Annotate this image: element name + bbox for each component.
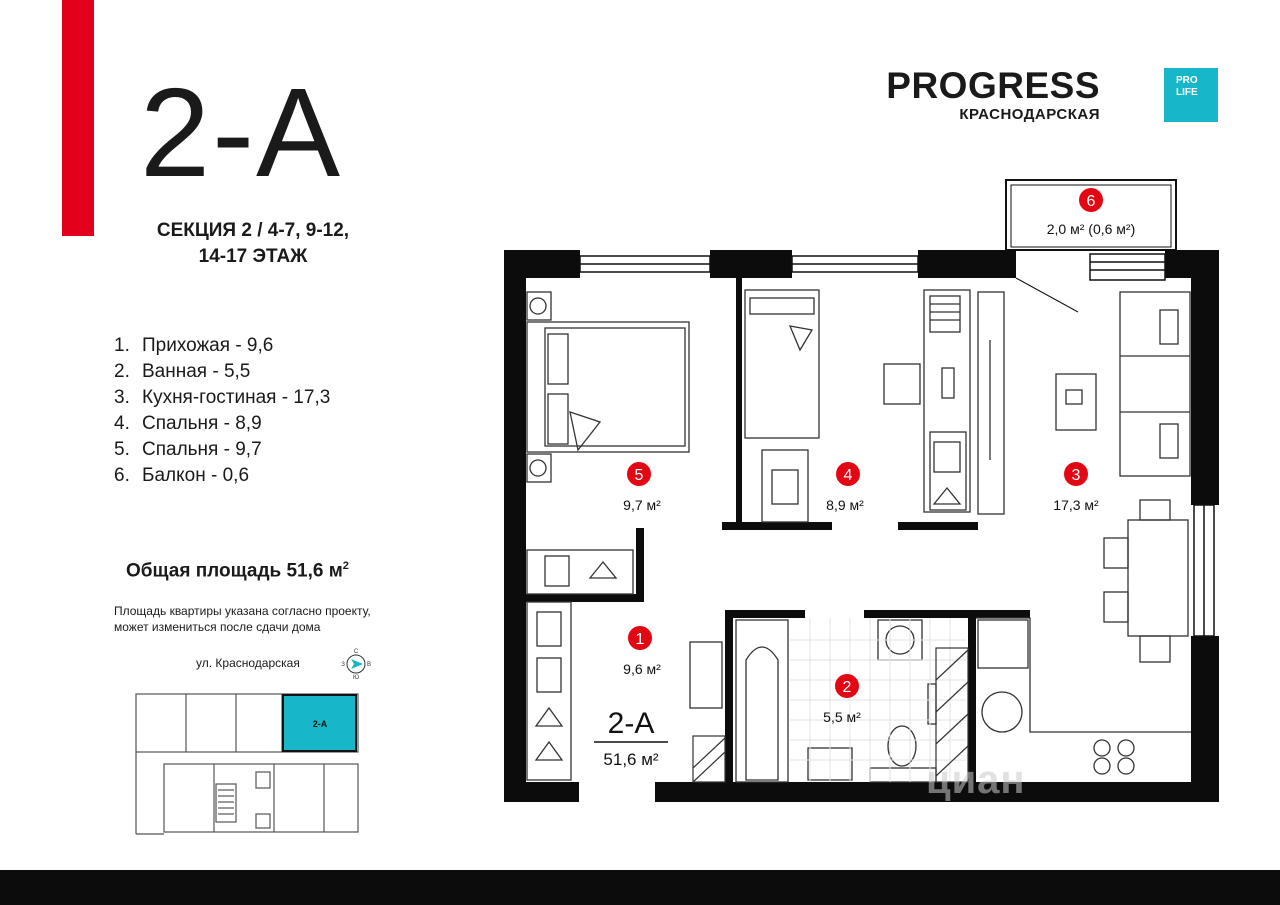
room-num: 1. <box>114 335 130 356</box>
total-area <box>126 560 349 582</box>
logo-subtitle: КРАСНОДАРСКАЯ <box>959 106 1100 123</box>
room-2-area: 5,5 м² <box>823 709 861 725</box>
logo-badge-line-2: LIFE <box>1176 87 1198 98</box>
room-marker-6-num: 6 <box>1086 193 1096 210</box>
area-note: Площадь квартиры указана согласно проекту, может измениться после сдачи дома <box>114 604 371 634</box>
street-label: ул. Краснодарская <box>196 656 300 670</box>
room-marker-1-num: 1 <box>635 631 645 648</box>
logo-badge-line-1: PRO <box>1176 75 1198 86</box>
room-name: Ванная - 5,5 <box>142 361 251 382</box>
room-num: 6. <box>114 465 130 486</box>
red-accent-bar <box>62 0 94 236</box>
room-name: Балкон - 0,6 <box>142 465 250 486</box>
room-num: 5. <box>114 439 130 460</box>
room-list-item <box>114 437 330 463</box>
room-list-item <box>114 359 330 385</box>
logo-badge <box>1164 68 1218 122</box>
room-list-item <box>114 411 330 437</box>
compass-icon <box>340 648 372 680</box>
room-num: 2. <box>114 361 130 382</box>
room-marker-2-num: 2 <box>842 679 852 696</box>
windows <box>580 254 1214 636</box>
room-name: Спальня - 9,7 <box>142 439 262 460</box>
key-plan-highlight-label: 2-А <box>312 719 328 729</box>
room-list-item <box>114 333 330 359</box>
room-marker-5-num: 5 <box>634 467 644 484</box>
room-list-item <box>114 385 330 411</box>
total-area-label: Общая площадь 51,6 м <box>126 560 343 582</box>
room-marker-3-num: 3 <box>1071 467 1081 484</box>
compass-n: С <box>353 649 359 655</box>
room-markers <box>594 188 1135 769</box>
compass-w: З <box>341 662 345 668</box>
room-3-area: 17,3 м² <box>1053 497 1099 513</box>
room-4-area: 8,9 м² <box>826 497 864 513</box>
room-name: Спальня - 8,9 <box>142 413 262 434</box>
room-5-area: 9,7 м² <box>623 497 661 513</box>
apartment-code: 2-А <box>140 62 343 203</box>
bottom-bar <box>0 870 1280 905</box>
room-name: Прихожая - 9,6 <box>142 335 274 356</box>
room-list-item <box>114 463 330 489</box>
logo-name: PROGRESS <box>886 65 1100 106</box>
room-6-area: 2,0 м² (0,6 м²) <box>1046 221 1136 237</box>
section-line-1: СЕКЦИЯ 2 / 4-7, 9-12, <box>156 220 350 241</box>
floor-plan <box>500 175 1225 805</box>
room-1-area: 9,6 м² <box>623 661 661 677</box>
watermark: циан <box>926 758 1026 802</box>
plan-total-area: 51,6 м² <box>603 750 659 769</box>
room-marker-4-num: 4 <box>843 467 853 484</box>
compass-e: В <box>366 662 372 668</box>
room-list <box>114 333 330 489</box>
total-area-sup: 2 <box>342 560 349 572</box>
section-line-2: 14-17 ЭТАЖ <box>198 246 308 267</box>
plan-apartment-code: 2-А <box>607 707 655 740</box>
section-floors <box>138 218 368 270</box>
room-name: Кухня-гостиная - 17,3 <box>142 387 331 408</box>
room-num: 3. <box>114 387 130 408</box>
brand-logo <box>886 65 1224 126</box>
room-num: 4. <box>114 413 130 434</box>
balcony-door-swing <box>1016 278 1078 312</box>
floor-key-plan <box>134 692 360 842</box>
compass-s: Ю <box>352 675 360 680</box>
